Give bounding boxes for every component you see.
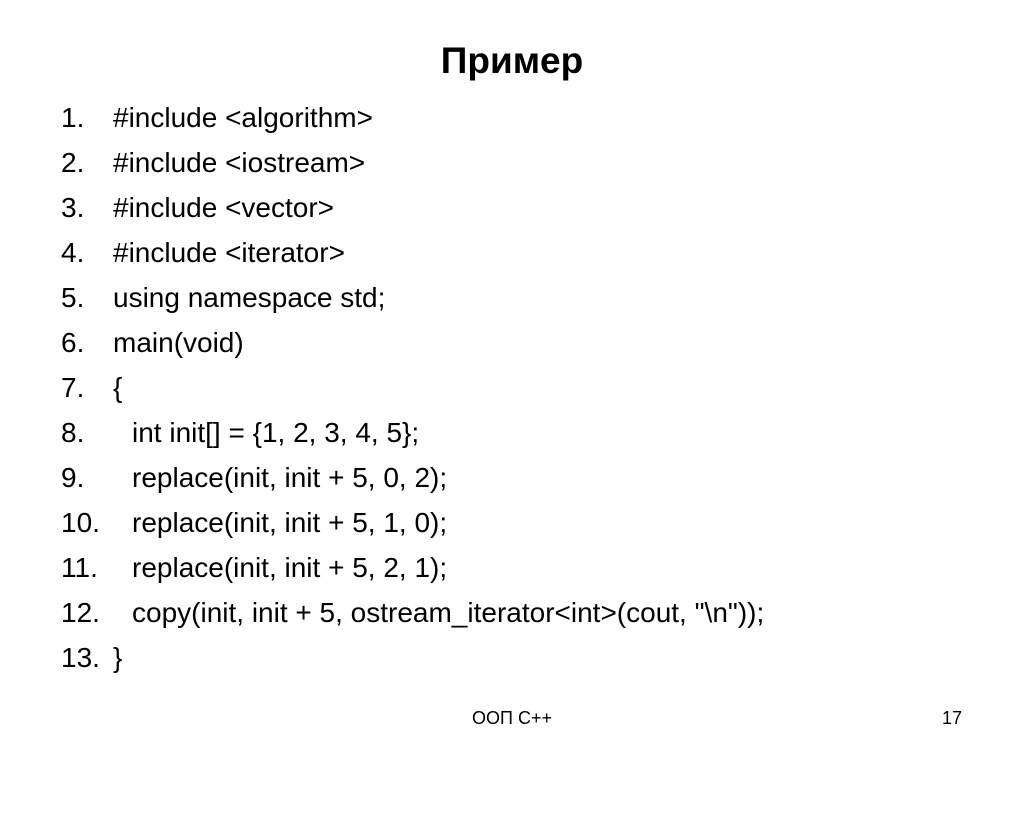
- code-text: using namespace std;: [113, 282, 386, 313]
- footer-course-label: ООП С++: [472, 708, 552, 728]
- code-line: [0, 590, 765, 635]
- code-line: [0, 545, 448, 590]
- code-listing: [0, 95, 765, 680]
- code-text: #include <vector>: [113, 192, 335, 223]
- code-text: copy(init, init + 5, ostream_iterator<int>(cout, "\n"));: [132, 597, 765, 628]
- code-text: int init[] = {1, 2, 3, 4, 5};: [132, 417, 420, 448]
- line-number: 1.: [61, 102, 85, 133]
- code-text: #include <algorithm>: [113, 102, 373, 133]
- code-text: replace(init, init + 5, 1, 0);: [132, 507, 448, 538]
- code-line: [0, 275, 386, 320]
- code-line: [0, 320, 244, 365]
- line-number: 11.: [61, 552, 98, 583]
- line-number: 10.: [61, 507, 100, 538]
- line-number: 6.: [61, 327, 85, 358]
- page-number: 17: [941, 708, 962, 728]
- code-line: [0, 95, 373, 140]
- code-text: replace(init, init + 5, 2, 1);: [132, 552, 448, 583]
- line-number: 3.: [61, 192, 85, 223]
- code-line: [0, 140, 366, 185]
- code-text: main(void): [113, 327, 244, 358]
- code-line: [0, 365, 123, 410]
- line-number: 5.: [61, 282, 85, 313]
- line-number: 2.: [61, 147, 85, 178]
- line-number: 9.: [61, 462, 85, 493]
- slide-title: Пример: [440, 40, 584, 81]
- code-line: [0, 410, 420, 455]
- line-number: 7.: [61, 372, 85, 403]
- code-text: #include <iterator>: [113, 237, 345, 268]
- code-line: [0, 635, 123, 680]
- code-text: }: [113, 642, 123, 673]
- line-number: 12.: [61, 597, 100, 628]
- code-text: replace(init, init + 5, 0, 2);: [132, 462, 448, 493]
- line-number: 4.: [61, 237, 85, 268]
- line-number: 8.: [61, 417, 85, 448]
- code-line: [0, 185, 335, 230]
- code-line: [0, 500, 448, 545]
- code-line: [0, 230, 345, 275]
- code-line: [0, 455, 448, 500]
- line-number: 13.: [61, 642, 100, 673]
- code-text: {: [113, 372, 123, 403]
- code-text: #include <iostream>: [113, 147, 366, 178]
